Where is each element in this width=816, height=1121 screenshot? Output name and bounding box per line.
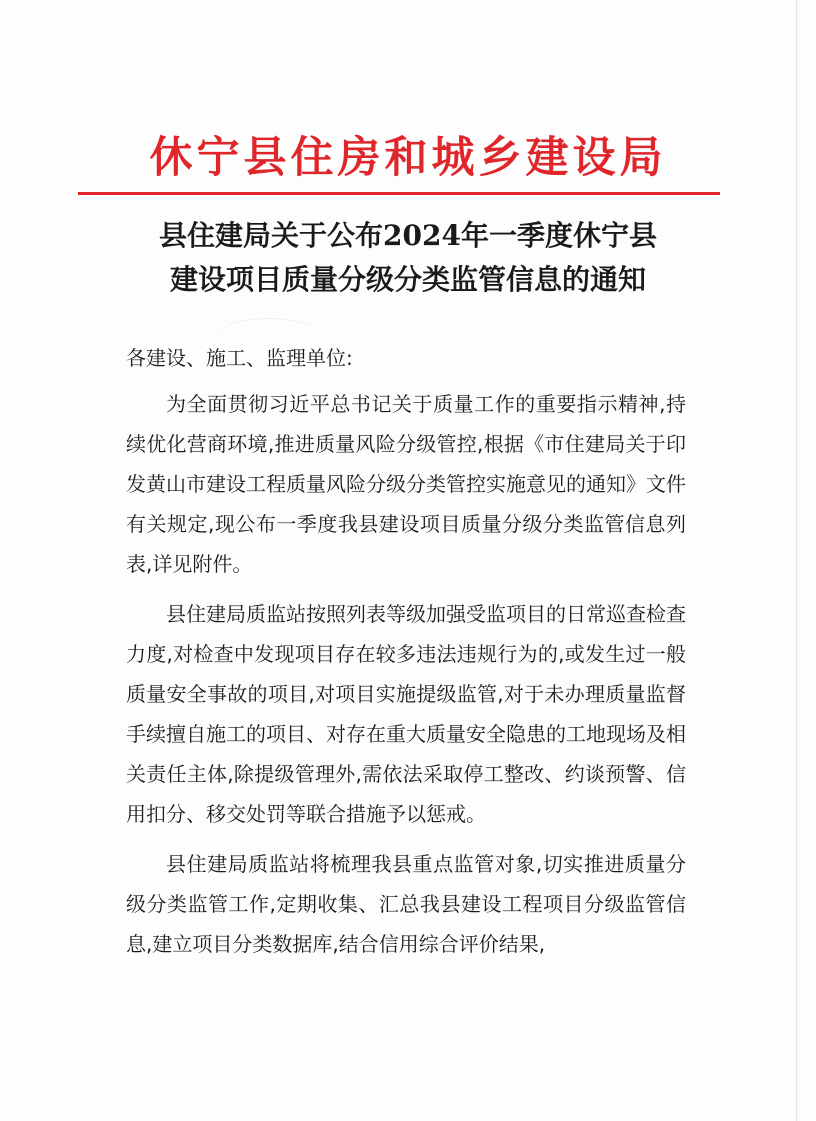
page-edge-line (796, 0, 797, 1121)
document-body (126, 338, 686, 974)
paragraph-1: 为全面贯彻习近平总书记关于质量工作的重要指示精神,持续优化营商环境,推进质量风险分级管控,根据《市住建局关于印发黄山市建设工程质量风险分级分类管控实施意见的通知》文件有关规定,现公布一季度我县建设项目质量分级分类监管信息列表,详见附件。 (126, 392, 686, 576)
header-red-rule (78, 192, 720, 195)
document-title-line-2: 建设项目质量分级分类监管信息的通知 (169, 263, 646, 296)
paragraph-3: 县住建局质监站将梳理我县重点监管对象,切实推进质量分级分类监管工作,定期收集、汇总我县建设工程项目分级监管信息,建立项目分类数据库,结合信用综合评价结果, (126, 852, 686, 956)
paragraph-2: 县住建局质监站按照列表等级加强受监项目的日常巡查检查力度,对检查中发现项目存在较多违法违规行为的,或发生过一般质量安全事故的项目,对项目实施提级监管,对于未办理质量监督手续擅自施工的项目、对存在重大质量安全隐患的工地现场及相关责任主体,除提级管理外,需依法采取停工整改、约谈预警、信用扣分、移交处罚等联合措施予以惩戒。 (126, 602, 686, 826)
org-header: 休宁县住房和城乡建设局 (149, 133, 667, 183)
document-title-line-1: 县住建局关于公布2024年一季度休宁县 (159, 219, 657, 252)
salutation: 各建设、施工、监理单位: (126, 346, 353, 370)
document-title (96, 214, 720, 302)
